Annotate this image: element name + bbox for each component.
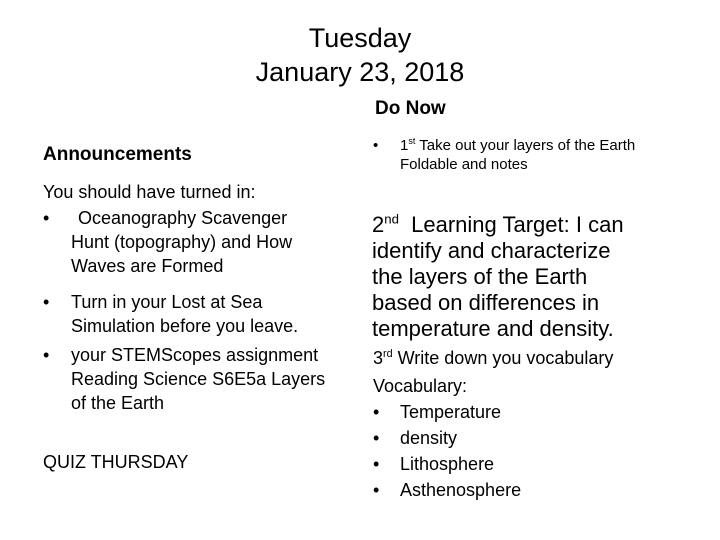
do-now-first-step: • 1st Take out your layers of the Earth Foldable and notes xyxy=(373,136,636,173)
list-item-text: your STEMScopes assignment Reading Science S6E5a Layers of the Earth xyxy=(71,345,326,413)
bullet-icon: • xyxy=(373,454,380,474)
do-now-heading: Do Now xyxy=(375,98,446,119)
bullet-icon: • xyxy=(373,137,379,154)
learning-target: 2nd Learning Target: I can identify and characterize the layers of the Earth based on differences in temperature and density. xyxy=(372,211,624,341)
vocabulary-step: 3rd Write down you vocabulary xyxy=(373,348,614,368)
vocabulary-heading: Vocabulary: xyxy=(373,376,468,396)
list-item-text: Turn in your Lost at Sea Simulation before you leave. xyxy=(71,292,299,336)
bullet-icon: • xyxy=(43,292,50,312)
bullet-icon: • xyxy=(43,345,50,365)
bullet-icon: • xyxy=(43,208,50,228)
bullet-icon: • xyxy=(373,480,380,500)
quiz-notice: QUIZ THURSDAY xyxy=(43,452,189,472)
slide-title-line-2: January 23, 2018 xyxy=(255,57,465,87)
bullet-icon: • xyxy=(373,402,380,422)
slide-title-line-1: Tuesday xyxy=(308,23,412,53)
list-item-text: Oceanography Scavenger Hunt (topography) and How Waves are Formed xyxy=(71,208,293,276)
bullet-icon: • xyxy=(373,428,380,448)
turned-in-list xyxy=(43,206,353,426)
announcements-heading: Announcements xyxy=(43,144,192,165)
vocabulary-list: • Temperature • density • Lithosphere • Asthenosphere xyxy=(373,402,522,500)
turned-in-intro: You should have turned in: xyxy=(43,182,256,202)
